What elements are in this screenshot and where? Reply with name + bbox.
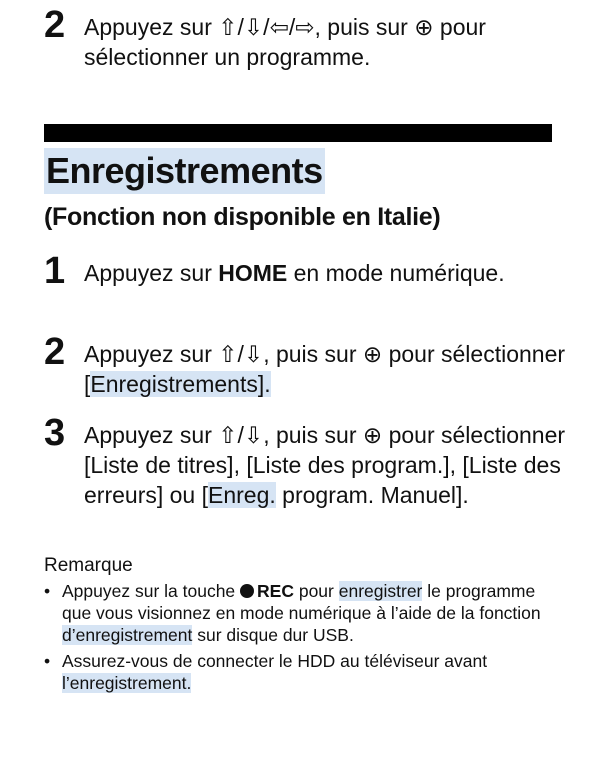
step-text-part: pour sélectionner un programme. — [84, 14, 486, 70]
step-number: 2 — [44, 331, 66, 373]
arrow-keys-icon: ⇧/⇩/⇦/⇨ — [218, 14, 315, 40]
step-text-part: Appuyez sur — [84, 14, 219, 40]
step-text-part: pour sélectionner [ — [84, 341, 566, 397]
step-text-part: program. Manuel]. — [275, 482, 469, 508]
step-text-part: , puis sur — [314, 14, 415, 40]
bullet: • — [44, 581, 51, 601]
section-divider — [44, 124, 552, 142]
step-text-part: en mode numérique. — [287, 260, 505, 286]
note-text-part: Assurez-vous de connecter le HDD au téléviseur avant — [62, 651, 488, 671]
arrow-keys-icon: ⇧/⇩ — [218, 422, 264, 448]
step-text — [84, 12, 584, 72]
highlighted-text: enregistrer — [338, 581, 423, 601]
arrow-keys-icon: ⇧/⇩ — [218, 341, 264, 367]
step-number: 3 — [44, 412, 66, 454]
highlighted-text: Enreg. — [208, 482, 276, 508]
note-item — [44, 580, 564, 646]
note-text-part: le programme que vous visionnez en mode numérique à l’aide de la fonction — [62, 581, 541, 623]
enter-button-icon: ⊕ — [414, 14, 434, 40]
rec-dot-icon — [240, 584, 254, 598]
bullet: • — [44, 651, 51, 671]
step-2 — [44, 333, 584, 403]
step-number: 1 — [44, 250, 66, 292]
step-text-part: Appuyez sur — [84, 422, 219, 448]
enter-button-icon: ⊕ — [362, 341, 383, 367]
step-text-part: Appuyez sur — [84, 341, 219, 367]
note-list — [44, 580, 564, 698]
step-text-part: , puis sur — [263, 422, 363, 448]
enter-button-icon: ⊕ — [362, 422, 383, 448]
note-text-part: Appuyez sur la touche — [62, 581, 241, 601]
rec-key-label: REC — [257, 581, 294, 601]
step-1 — [44, 252, 584, 322]
highlighted-text: l’enregistrement. — [62, 673, 192, 693]
step-text-part: pour sélectionner [Liste de titres], [Liste des program.], [Liste des erreurs] ou [ — [84, 422, 566, 508]
step-number: 2 — [44, 4, 66, 46]
note-text-part: pour — [293, 581, 339, 601]
top-step — [44, 6, 584, 76]
step-text — [84, 420, 584, 510]
step-text — [84, 258, 584, 288]
note-item — [44, 650, 564, 694]
step-3 — [44, 414, 584, 544]
highlighted-text: Enregistrements]. — [90, 371, 271, 397]
step-text-part: , puis sur — [263, 341, 363, 367]
note-text-part: sur disque dur USB. — [192, 625, 354, 645]
note-title: Remarque — [44, 555, 133, 576]
home-key-label: HOME — [218, 260, 288, 286]
highlighted-text: d’enregistrement — [62, 625, 193, 645]
step-text — [84, 339, 584, 399]
step-text-part: Appuyez sur — [84, 260, 219, 286]
section-title: Enregistrements — [44, 148, 325, 194]
section-subtitle: (Fonction non disponible en Italie) — [44, 203, 441, 231]
